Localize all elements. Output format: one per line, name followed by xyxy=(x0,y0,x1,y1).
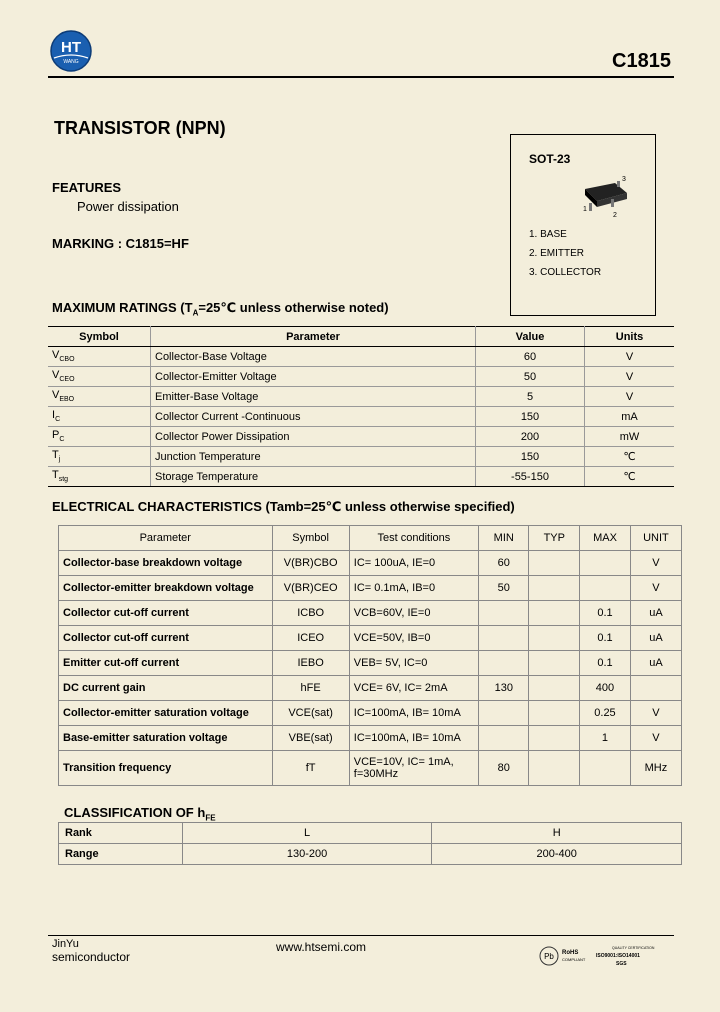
table-row xyxy=(48,447,674,467)
symbol-cell xyxy=(48,427,151,447)
table-row xyxy=(59,844,682,865)
parameter-cell: Collector cut-off current xyxy=(59,626,273,651)
pin-1-desc: 1. BASE xyxy=(529,229,567,240)
col-header: UNIT xyxy=(630,526,681,551)
condition-cell xyxy=(349,726,478,751)
part-number: C1815 xyxy=(612,50,671,72)
table-row xyxy=(59,601,682,626)
parameter-cell: Collector-emitter saturation voltage xyxy=(59,701,273,726)
unit-cell xyxy=(630,676,681,701)
unit-cell: V xyxy=(585,347,675,367)
marking-text: MARKING : C1815=HF xyxy=(52,236,189,251)
min-cell: 50 xyxy=(479,576,529,601)
parameter-cell: Collector-Base Voltage xyxy=(151,347,476,367)
symbol-sub: j xyxy=(58,456,61,464)
symbol-main: T xyxy=(52,449,59,462)
unit-cell: mW xyxy=(585,427,675,447)
symbol-cell: IEBO xyxy=(272,651,349,676)
table-row xyxy=(59,651,682,676)
electrical-table xyxy=(58,525,682,786)
parameter-cell: DC current gain xyxy=(59,676,273,701)
table-row xyxy=(48,367,674,387)
parameter-cell: Collector Current -Continuous xyxy=(151,407,476,427)
min-cell: 60 xyxy=(479,551,529,576)
rank-l-cell: 130-200 xyxy=(182,844,432,865)
unit-cell: uA xyxy=(630,651,681,676)
website-link[interactable]: www.htsemi.com xyxy=(276,940,367,954)
min-cell xyxy=(479,601,529,626)
symbol-sub: stg xyxy=(58,476,69,484)
min-cell: 80 xyxy=(479,751,529,786)
condition-line: VCE=10V, IC= 1mA, xyxy=(353,756,454,768)
unit-cell: V xyxy=(630,701,681,726)
typ-cell xyxy=(529,651,580,676)
symbol-cell: fT xyxy=(272,751,349,786)
company-subname: semiconductor xyxy=(52,950,131,964)
condition-cell xyxy=(349,576,478,601)
company-name: JinYu xyxy=(52,938,79,950)
symbol-cell: V(BR)CEO xyxy=(272,576,349,601)
symbol-sub: CEO xyxy=(59,376,75,384)
symbol-sub: CBO xyxy=(59,356,75,364)
max-cell: 0.1 xyxy=(580,651,631,676)
col-header: Parameter xyxy=(59,526,273,551)
col-header: MAX xyxy=(580,526,631,551)
table-row xyxy=(59,701,682,726)
parameter-cell: Transition frequency xyxy=(59,751,273,786)
symbol-cell xyxy=(48,467,151,487)
max-cell: 0.1 xyxy=(580,601,631,626)
unit-cell: ℃ xyxy=(585,467,675,487)
symbol-main: T xyxy=(52,469,59,482)
symbol-cell: ICBO xyxy=(272,601,349,626)
symbol-cell xyxy=(48,387,151,407)
pin-1-label: 1 xyxy=(583,206,587,213)
parameter-cell: Emitter-Base Voltage xyxy=(151,387,476,407)
rank-h-cell: H xyxy=(432,823,682,844)
symbol-main: V xyxy=(52,369,60,382)
logo-subtext: WANG xyxy=(63,59,79,65)
max-ratings-table xyxy=(48,326,674,487)
table-row xyxy=(48,467,674,487)
condition-cell xyxy=(349,701,478,726)
condition-cell xyxy=(349,551,478,576)
condition-cell xyxy=(349,676,478,701)
table-row xyxy=(59,626,682,651)
unit-cell: MHz xyxy=(630,751,681,786)
table-row xyxy=(59,576,682,601)
condition-line: IC=100mA, IB= 10mA xyxy=(353,732,461,744)
condition-cell xyxy=(349,601,478,626)
typ-cell xyxy=(529,576,580,601)
value-cell: -55-150 xyxy=(476,467,585,487)
table-row xyxy=(59,726,682,751)
max-cell: 0.1 xyxy=(580,626,631,651)
condition-line: VCB=60V, IE=0 xyxy=(353,607,431,619)
table-row xyxy=(48,427,674,447)
symbol-cell: hFE xyxy=(272,676,349,701)
condition-line: IC= 0.1mA, IB=0 xyxy=(353,582,436,594)
value-cell: 5 xyxy=(476,387,585,407)
typ-cell xyxy=(529,676,580,701)
condition-line: VCE=50V, IB=0 xyxy=(353,632,431,644)
symbol-cell xyxy=(48,407,151,427)
table-row xyxy=(48,387,674,407)
symbol-sub: EBO xyxy=(59,396,75,404)
symbol-main: I xyxy=(52,409,56,422)
min-cell xyxy=(479,726,529,751)
sot23-package-icon xyxy=(575,173,635,221)
parameter-cell: Storage Temperature xyxy=(151,467,476,487)
unit-cell: V xyxy=(630,551,681,576)
typ-cell xyxy=(529,626,580,651)
value-cell: 60 xyxy=(476,347,585,367)
pin-2-label: 2 xyxy=(613,212,617,219)
unit-cell: V xyxy=(585,387,675,407)
typ-cell xyxy=(529,601,580,626)
col-header: MIN xyxy=(479,526,529,551)
table-row xyxy=(48,407,674,427)
sgs-cert: SGS xyxy=(616,961,627,967)
condition-line: VCE= 6V, IC= 2mA xyxy=(353,682,448,694)
quality-cert: QUALITY CERTIFICATION xyxy=(612,946,655,950)
company-logo xyxy=(50,30,92,72)
header-rule xyxy=(48,76,674,78)
min-cell xyxy=(479,701,529,726)
features-heading: FEATURES xyxy=(52,180,122,195)
max-ratings-title: MAXIMUM RATINGS ($T_A=25℃$ unless otherwise noted) xyxy=(52,300,389,318)
unit-cell: V xyxy=(585,367,675,387)
min-cell xyxy=(479,626,529,651)
max-cell: 400 xyxy=(580,676,631,701)
symbol-main: V xyxy=(52,349,60,362)
condition-line: VEB= 5V, IC=0 xyxy=(353,657,428,669)
rank-l-cell: L xyxy=(182,823,432,844)
parameter-cell: Emitter cut-off current xyxy=(59,651,273,676)
table-row xyxy=(59,551,682,576)
row-label: Rank xyxy=(59,823,183,844)
symbol-cell xyxy=(48,447,151,467)
value-cell: 150 xyxy=(476,447,585,467)
max-cell xyxy=(580,576,631,601)
symbol-cell: ICEO xyxy=(272,626,349,651)
table-row xyxy=(48,347,674,367)
col-header: Units xyxy=(585,327,675,347)
col-header: Value xyxy=(476,327,585,347)
col-header: Parameter xyxy=(151,327,476,347)
features-text: Power dissipation xyxy=(77,199,179,214)
max-cell: 1 xyxy=(580,726,631,751)
pb-free-icon: Pb xyxy=(544,952,554,961)
col-header: Symbol xyxy=(48,327,151,347)
electrical-title: ELECTRICAL CHARACTERISTICS (Tamb=25℃ unless otherwise specified) xyxy=(52,499,515,514)
symbol-main: P xyxy=(52,429,60,442)
iso-cert: ISO9001:ISO14001 xyxy=(596,953,640,959)
unit-cell: mA xyxy=(585,407,675,427)
certification-logos xyxy=(538,942,660,970)
symbol-cell xyxy=(48,367,151,387)
parameter-cell: Collector-Emitter Voltage xyxy=(151,367,476,387)
pin-2-desc: 2. EMITTER xyxy=(529,248,585,259)
unit-cell: uA xyxy=(630,601,681,626)
typ-cell xyxy=(529,551,580,576)
rank-h-cell: 200-400 xyxy=(432,844,682,865)
table-row xyxy=(59,676,682,701)
rohs-compliant: COMPLIANT xyxy=(562,957,586,962)
max-cell xyxy=(580,751,631,786)
doc-title: TRANSISTOR (NPN) xyxy=(54,118,226,138)
typ-cell xyxy=(529,701,580,726)
max-cell xyxy=(580,551,631,576)
parameter-cell: Junction Temperature xyxy=(151,447,476,467)
condition-line: IC=100mA, IB= 10mA xyxy=(353,707,461,719)
symbol-cell: VBE(sat) xyxy=(272,726,349,751)
parameter-cell: Base-emitter saturation voltage xyxy=(59,726,273,751)
condition-cell xyxy=(349,651,478,676)
table-row xyxy=(59,823,682,844)
footer-rule xyxy=(48,935,674,936)
value-cell: 200 xyxy=(476,427,585,447)
value-cell: 50 xyxy=(476,367,585,387)
unit-cell: V xyxy=(630,576,681,601)
pin-3-desc: 3. COLLECTOR xyxy=(529,267,602,278)
pin-3-label: 3 xyxy=(622,176,626,183)
unit-cell: ℃ xyxy=(585,447,675,467)
parameter-cell: Collector cut-off current xyxy=(59,601,273,626)
symbol-sub: C xyxy=(59,436,65,444)
condition-line: IC= 100uA, IE=0 xyxy=(353,557,436,569)
table-row xyxy=(59,751,682,786)
col-header: TYP xyxy=(529,526,580,551)
unit-cell: V xyxy=(630,726,681,751)
min-cell xyxy=(479,651,529,676)
condition-cell xyxy=(349,626,478,651)
rohs-text: RoHS xyxy=(562,950,579,956)
row-label: Range xyxy=(59,844,183,865)
col-header: Symbol xyxy=(272,526,349,551)
symbol-cell xyxy=(48,347,151,367)
typ-cell xyxy=(529,726,580,751)
min-cell: 130 xyxy=(479,676,529,701)
value-cell: 150 xyxy=(476,407,585,427)
unit-cell: uA xyxy=(630,626,681,651)
typ-cell xyxy=(529,751,580,786)
parameter-cell: Collector-emitter breakdown voltage xyxy=(59,576,273,601)
package-box xyxy=(510,134,656,316)
logo-text: HT xyxy=(61,39,81,56)
symbol-cell: V(BR)CBO xyxy=(272,551,349,576)
parameter-cell: Collector-base breakdown voltage xyxy=(59,551,273,576)
symbol-cell: VCE(sat) xyxy=(272,701,349,726)
package-name: SOT-23 xyxy=(529,152,571,166)
condition-line: f=30MHz xyxy=(353,768,399,780)
max-cell: 0.25 xyxy=(580,701,631,726)
symbol-sub: C xyxy=(55,416,61,424)
condition-cell xyxy=(349,751,478,786)
classification-title: CLASSIFICATION OF $h_{FE}$ xyxy=(64,805,216,823)
classification-table xyxy=(58,822,682,865)
col-header: Test conditions xyxy=(349,526,478,551)
symbol-main: V xyxy=(52,389,60,402)
parameter-cell: Collector Power Dissipation xyxy=(151,427,476,447)
